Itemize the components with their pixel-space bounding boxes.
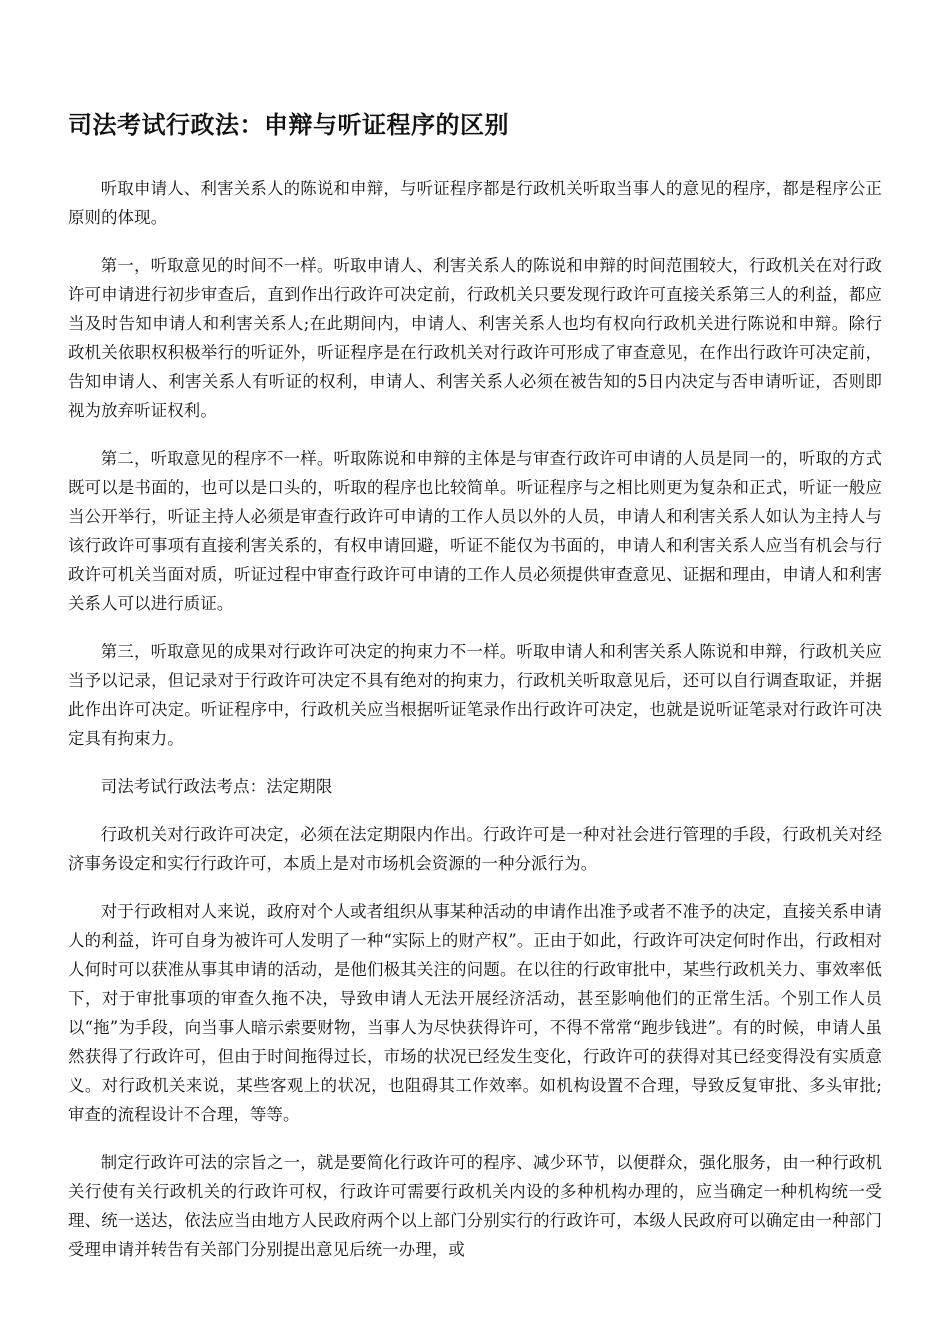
paragraph-third-point: 第三，听取意见的成果对行政许可决定的拘束力不一样。听取申请人和利害关系人陈说和申辩，行政机关应当予以记录，但记录对于行政许可决定不具有绝对的拘束力，行政机关听取意见后，还可以自行调查取证，并据此作出许可决定。听证程序中，行政机关应当根据听证笔录作出行政许可决定，也就是说听证笔录对行政许可决定具有拘束力。 [68, 642, 882, 748]
section-heading-legal-deadline: 司法考试行政法考点：法定期限 [100, 777, 333, 796]
document-body [68, 104, 882, 1283]
paragraph-second-point: 第二，听取意见的程序不一样。听取陈说和申辩的主体是与审查行政许可申请的人员是同一的，听取的方式既可以是书面的，也可以是口头的，听取的程序也比较简单。听证程序与之相比则更为复杂和正式，听证一般应当公开举行，听证主持人必须是审查行政许可申请的工作人员以外的人员，申请人和利害关系人如认为主持人与该行政许可事项有直接利害关系的，有权申请回避，听证不能仅为书面的，申请人和利害关系人应当有机会与行政许可机关当面对质，听证过程中审查行政许可申请的工作人员必须提供审查意见、证据和理由，申请人和利害关系人可以进行质证。 [68, 449, 882, 613]
document-title: 司法考试行政法：申辩与听证程序的区别 [68, 111, 509, 139]
paragraph-intro: 听取申请人、利害关系人的陈说和申辩，与听证程序都是行政机关听取当事人的意见的程序，都是程序公正原则的体现。 [68, 179, 882, 227]
paragraph-law-purpose: 制定行政许可法的宗旨之一，就是要简化行政许可的程序、减少环节，以便群众，强化服务，由一种行政机关行使有关行政机关的行政许可权，行政许可需要行政机关内设的多种机构办理的，应当确定一种机构统一受理、统一送达，依法应当由地方人民政府两个以上部门分别实行的行政许可，本级人民政府可以确定由一种部门受理申请并转告有关部门分别提出意见后统一办理，或 [68, 1153, 882, 1259]
paragraph-applicant-interest: 对于行政相对人来说，政府对个人或者组织从事某种活动的申请作出准予或者不准予的决定，直接关系申请人的利益，许可自身为被许可人发明了一种“实际上的财产权”。正由于如此，行政许可决定何时作出，行政相对人何时可以获准从事其申请的活动，是他们极其关注的问题。在以往的行政审批中，某些行政机关力、事效率低下，对于审批事项的审查久拖不决，导致申请人无法开展经济活动，甚至影响他们的正常生活。个别工作人员以“拖”为手段，向当事人暗示索要财物，当事人为尽快获得许可，不得不常常“跑步钱进”。有的时候，申请人虽然获得了行政许可，但由于时间拖得过长，市场的状况已经发生变化，行政许可的获得对其已经变得没有实质意义。对行政机关来说，某些客观上的状况，也阻碍其工作效率。如机构设置不合理，导致反复审批、多头审批;审查的流程设计不合理，等等。 [68, 902, 882, 1124]
paragraph-deadline-intro: 行政机关对行政许可决定，必须在法定期限内作出。行政许可是一种对社会进行管理的手段，行政机关对经济事务设定和实行行政许可，本质上是对市场机会资源的一种分派行为。 [68, 825, 882, 873]
paragraph-first-point: 第一，听取意见的时间不一样。听取申请人、利害关系人的陈说和申辩的时间范围较大，行政机关在对行政许可申请进行初步审查后，直到作出行政许可决定前，行政机关只要发现行政许可直接关系第三人的利益，都应当及时告知申请人和利害关系人;在此期间内，申请人、利害关系人也均有权向行政机关进行陈说和申辩。除行政机关依职权积极举行的听证外，听证程序是在行政机关对行政许可形成了审查意见，在作出行政许可决定前，告知申请人、利害关系人有听证的权利，申请人、利害关系人必须在被告知的5日内决定与否申请听证，否则即视为放弃听证权利。 [68, 256, 882, 420]
